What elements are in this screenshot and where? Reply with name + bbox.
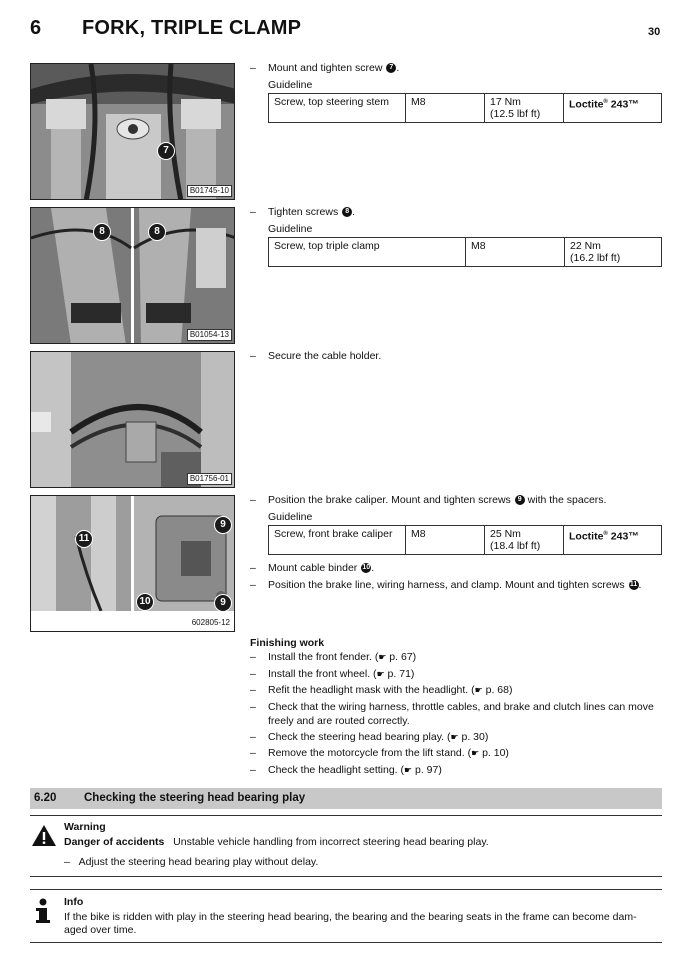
info-icon xyxy=(33,898,53,924)
figure-triple-clamp xyxy=(30,207,235,344)
divider xyxy=(30,815,662,816)
spec-torque: 25 Nm xyxy=(490,528,521,540)
warning-triangle-icon xyxy=(31,824,57,847)
triple-clamp-photo xyxy=(31,208,235,344)
pointing-hand-icon: ☛ xyxy=(471,748,480,758)
spec-threadlocker: Loctite® 243™ xyxy=(564,526,662,555)
divider xyxy=(30,876,662,877)
figure-brake-caliper xyxy=(30,495,235,632)
callout-9-top: 9 xyxy=(214,516,232,534)
info-text-line2: aged over time. xyxy=(64,924,137,936)
pointing-hand-icon: ☛ xyxy=(474,685,483,695)
spec-table-steering-stem xyxy=(268,93,662,123)
chapter-number: 6 xyxy=(30,17,42,39)
steering-stem-photo xyxy=(31,64,235,200)
guideline-label: Guideline xyxy=(268,511,313,523)
callout-7: 7 xyxy=(157,142,175,160)
spec-table-brake-caliper xyxy=(268,525,662,555)
callout-8-left: 8 xyxy=(93,223,111,241)
page-reference-link[interactable]: p. 67) xyxy=(386,651,417,663)
chapter-title: FORK, TRIPLE CLAMP xyxy=(82,17,302,39)
page-reference-link[interactable]: p. 97) xyxy=(412,764,442,776)
pointing-hand-icon: ☛ xyxy=(404,765,413,775)
figure-code: B01054-13 xyxy=(187,329,232,341)
section-header xyxy=(30,788,662,809)
spec-torque-imperial: (12.5 lbf ft) xyxy=(490,108,541,120)
spec-torque: 17 Nm xyxy=(490,96,521,108)
spec-torque-imperial: (18.4 lbf ft) xyxy=(490,540,541,552)
spec-size: M8 xyxy=(406,94,485,123)
figure-code: 602805-12 xyxy=(191,618,230,627)
info-title: Info xyxy=(64,896,84,908)
cable-holder-photo xyxy=(31,352,235,488)
page-reference-link[interactable]: p. 10) xyxy=(479,747,509,759)
warning-action: – Adjust the steering head bearing play without delay. xyxy=(64,856,319,868)
callout-badge-8: 8 xyxy=(342,207,352,217)
callout-8-right: 8 xyxy=(148,223,166,241)
spec-torque: 22 Nm xyxy=(570,240,601,252)
callout-badge-11: 11 xyxy=(629,581,638,589)
spec-name: Screw, top steering stem xyxy=(269,94,406,123)
info-text-line1: If the bike is ridden with play in the steering head bearing, the bearing and the bearing seats in the frame can become dam- xyxy=(64,911,637,923)
warning-text: Danger of accidents Unstable vehicle handling from incorrect steering head bearing play. xyxy=(64,836,489,848)
spec-threadlocker: Loctite® 243™ xyxy=(564,94,662,123)
callout-badge-9: 9 xyxy=(515,495,525,505)
pointing-hand-icon: ☛ xyxy=(450,732,459,742)
figure-steering-stem xyxy=(30,63,235,200)
figure-cable-holder xyxy=(30,351,235,488)
spec-size: M8 xyxy=(466,238,565,267)
callout-badge-7: 7 xyxy=(386,63,396,73)
divider xyxy=(30,942,662,943)
spec-size: M8 xyxy=(406,526,485,555)
callout-10: 10 xyxy=(136,593,154,611)
pointing-hand-icon: ☛ xyxy=(378,652,387,662)
section-title: Checking the steering head bearing play xyxy=(84,792,306,804)
page-reference-link[interactable]: p. 71) xyxy=(384,668,415,680)
callout-11: 11 xyxy=(75,530,93,548)
guideline-label: Guideline xyxy=(268,223,313,235)
spec-table-triple-clamp xyxy=(268,237,662,267)
figure-code: B01756-01 xyxy=(187,473,232,485)
figure-code: B01745-10 xyxy=(187,185,232,197)
section-number: 6.20 xyxy=(34,792,57,804)
finishing-work-title: Finishing work xyxy=(250,637,325,649)
page-number: 30 xyxy=(648,26,661,38)
page-reference-link[interactable]: p. 68) xyxy=(482,684,513,696)
spec-name: Screw, top triple clamp xyxy=(269,238,466,267)
divider xyxy=(30,889,662,890)
guideline-label: Guideline xyxy=(268,79,313,91)
spec-torque-imperial: (16.2 lbf ft) xyxy=(570,252,621,264)
pointing-hand-icon: ☛ xyxy=(376,669,385,679)
spec-name: Screw, front brake caliper xyxy=(269,526,406,555)
callout-9-bottom: 9 xyxy=(214,594,232,612)
callout-badge-10: 10 xyxy=(362,564,371,572)
page-reference-link[interactable]: p. 30) xyxy=(458,731,489,743)
brake-caliper-photo xyxy=(31,496,235,632)
warning-title: Warning xyxy=(64,821,106,833)
